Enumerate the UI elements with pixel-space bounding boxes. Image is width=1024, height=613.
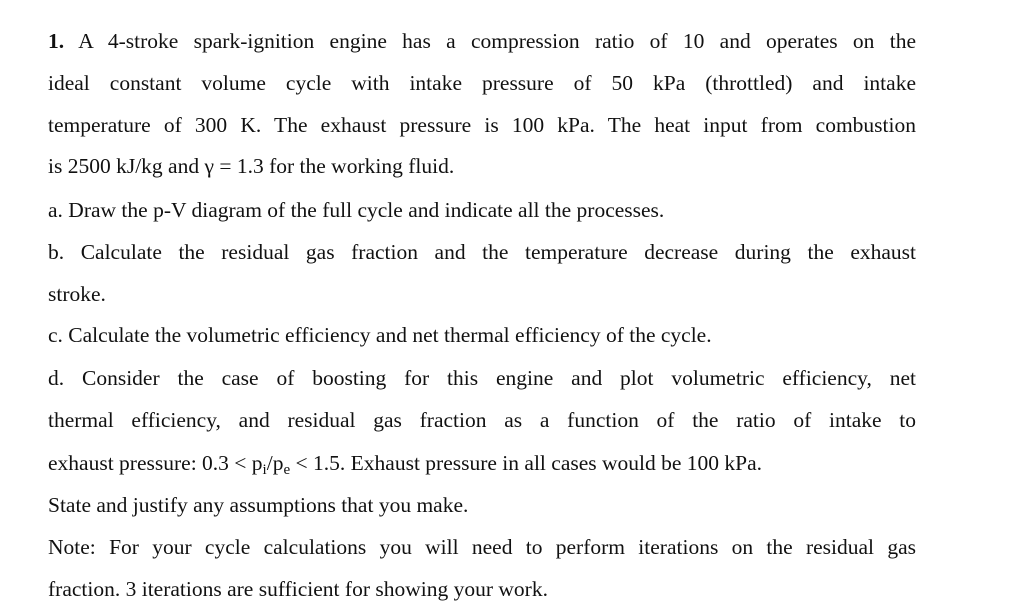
pressure-range-start: exhaust pressure: 0.3 < p bbox=[48, 451, 263, 475]
intro-line-1 bbox=[48, 25, 916, 57]
note-line-1: Note: For your cycle calculations you will need to perform iterations on the residual gas bbox=[48, 535, 916, 559]
part-d-line-2: thermal efficiency, and residual gas fraction as a function of the ratio of intake to bbox=[48, 408, 916, 432]
part-b-line-1: b. Calculate the residual gas fraction and the temperature decrease during the exhaust bbox=[48, 240, 916, 264]
problem-number: 1. bbox=[48, 29, 65, 53]
intro-line-4: is 2500 kJ/kg and γ = 1.3 for the working fluid. bbox=[48, 154, 455, 178]
intake-subscript: i bbox=[262, 461, 267, 478]
intro-line-2: ideal constant volume cycle with intake pressure of 50 kPa (throttled) and intake bbox=[48, 71, 916, 95]
intro-line-3: temperature of 300 K. The exhaust pressure is 100 kPa. The heat input from combustion bbox=[48, 113, 916, 137]
part-d-line-1: d. Consider the case of boosting for this engine and plot volumetric efficiency, net bbox=[48, 366, 916, 390]
note-line-2: fraction. 3 iterations are sufficient for showing your work. bbox=[48, 577, 548, 601]
pressure-range-end: < 1.5. Exhaust pressure in all cases would be 100 kPa. bbox=[290, 451, 763, 475]
part-a: a. Draw the p-V diagram of the full cycle and indicate all the processes. bbox=[48, 198, 665, 222]
part-c: c. Calculate the volumetric efficiency and net thermal efficiency of the cycle. bbox=[48, 323, 712, 347]
part-d-line-3 bbox=[48, 447, 762, 479]
intro-line-1-text: A 4-stroke spark-ignition engine has a compression ratio of 10 and operates on the bbox=[64, 29, 916, 53]
assumptions-line: State and justify any assumptions that you make. bbox=[48, 493, 469, 517]
pressure-ratio-slash: /p bbox=[266, 451, 284, 475]
exhaust-subscript: e bbox=[283, 461, 291, 478]
part-b-line-2: stroke. bbox=[48, 282, 106, 306]
